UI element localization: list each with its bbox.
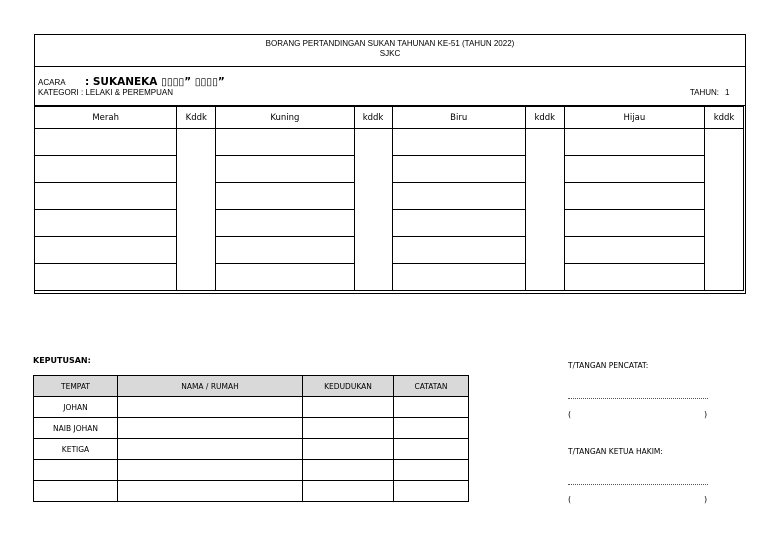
merah-cell[interactable]	[35, 129, 177, 156]
hakim-signature-label: T/TANGAN KETUA HAKIM:	[568, 447, 663, 456]
col-merah: Merah	[35, 107, 177, 129]
biru-cell[interactable]	[392, 264, 525, 291]
kuning-cell[interactable]	[216, 183, 354, 210]
kedudukan-cell[interactable]	[303, 439, 394, 460]
event-info	[35, 67, 745, 106]
col-nama-rumah: NAMA / RUMAH	[118, 376, 303, 397]
kedudukan-cell[interactable]	[303, 418, 394, 439]
catatan-cell[interactable]	[394, 460, 469, 481]
merah-cell[interactable]	[35, 210, 177, 237]
col-kedudukan: KEDUDUKAN	[303, 376, 394, 397]
house-score-table	[34, 106, 744, 291]
keputusan-heading: KEPUTUSAN:	[33, 356, 91, 365]
tahun-value: 1	[725, 88, 730, 97]
tempat-cell: JOHAN	[34, 397, 118, 418]
merah-cell[interactable]	[35, 156, 177, 183]
table-row	[34, 397, 469, 418]
table-row	[34, 460, 469, 481]
biru-cell[interactable]	[392, 183, 525, 210]
col-hijau: Hijau	[564, 107, 704, 129]
col-biru: Biru	[392, 107, 525, 129]
biru-cell[interactable]	[392, 129, 525, 156]
results-header-row	[34, 376, 469, 397]
form-title: BORANG PERTANDINGAN SUKAN TAHUNAN KE-51 (TAHUN 2022)	[265, 39, 515, 48]
col-catatan: CATATAN	[394, 376, 469, 397]
kategori-line	[38, 88, 173, 97]
hijau-cell[interactable]	[564, 210, 704, 237]
kddk-merah-cell[interactable]	[177, 129, 216, 291]
col-tempat: TEMPAT	[34, 376, 118, 397]
hakim-name-close: )	[704, 495, 708, 504]
catatan-cell[interactable]	[394, 418, 469, 439]
hakim-signature-line[interactable]	[568, 484, 708, 485]
school-name: SJKC	[379, 49, 401, 58]
kddk-biru-cell[interactable]	[525, 129, 564, 291]
nama-cell[interactable]	[118, 439, 303, 460]
acara-line	[38, 76, 225, 88]
catatan-cell[interactable]	[394, 397, 469, 418]
nama-cell[interactable]	[118, 397, 303, 418]
kuning-cell[interactable]	[216, 264, 354, 291]
house-header-row	[35, 107, 744, 129]
kategori-label: KATEGORI	[38, 88, 79, 97]
table-row	[34, 439, 469, 460]
hijau-cell[interactable]	[564, 156, 704, 183]
nama-cell[interactable]	[118, 460, 303, 481]
col-kddk-hijau: kddk	[705, 107, 744, 129]
nama-cell[interactable]	[118, 418, 303, 439]
merah-cell[interactable]	[35, 183, 177, 210]
merah-cell[interactable]	[35, 237, 177, 264]
kuning-cell[interactable]	[216, 156, 354, 183]
form-title-box	[35, 35, 745, 67]
acara-value: : SUKANEKA ▯▯▯▯” ▯▯▯▯”	[85, 76, 225, 88]
kddk-kuning-cell[interactable]	[354, 129, 392, 291]
nama-cell[interactable]	[118, 481, 303, 502]
kedudukan-cell[interactable]	[303, 397, 394, 418]
table-row	[35, 129, 744, 156]
biru-cell[interactable]	[392, 237, 525, 264]
catatan-cell[interactable]	[394, 439, 469, 460]
tahun-label: TAHUN:	[689, 88, 719, 97]
kuning-cell[interactable]	[216, 210, 354, 237]
competition-form	[34, 34, 746, 294]
tempat-cell: KETIGA	[34, 439, 118, 460]
hakim-name-open: (	[568, 495, 572, 504]
results-table	[33, 375, 469, 502]
tempat-cell[interactable]	[34, 481, 118, 502]
col-kddk-kuning: kddk	[354, 107, 392, 129]
table-row	[34, 481, 469, 502]
tempat-cell: NAIB JOHAN	[34, 418, 118, 439]
col-kddk-merah: Kddk	[177, 107, 216, 129]
acara-label: ACARA	[38, 78, 66, 87]
kuning-cell[interactable]	[216, 129, 354, 156]
pencatat-signature-label: T/TANGAN PENCATAT:	[568, 361, 649, 370]
hijau-cell[interactable]	[564, 237, 704, 264]
catatan-cell[interactable]	[394, 481, 469, 502]
kuning-cell[interactable]	[216, 237, 354, 264]
biru-cell[interactable]	[392, 156, 525, 183]
pencatat-signature-line[interactable]	[568, 398, 708, 399]
table-row	[34, 418, 469, 439]
kedudukan-cell[interactable]	[303, 460, 394, 481]
kedudukan-cell[interactable]	[303, 481, 394, 502]
kategori-value: : LELAKI & PEREMPUAN	[80, 88, 174, 97]
pencatat-name-open: (	[568, 410, 572, 419]
pencatat-name-close: )	[704, 410, 708, 419]
kddk-hijau-cell[interactable]	[705, 129, 744, 291]
col-kddk-biru: kddk	[525, 107, 564, 129]
hijau-cell[interactable]	[564, 129, 704, 156]
hijau-cell[interactable]	[564, 264, 704, 291]
merah-cell[interactable]	[35, 264, 177, 291]
tempat-cell[interactable]	[34, 460, 118, 481]
hijau-cell[interactable]	[564, 183, 704, 210]
biru-cell[interactable]	[392, 210, 525, 237]
col-kuning: Kuning	[216, 107, 354, 129]
